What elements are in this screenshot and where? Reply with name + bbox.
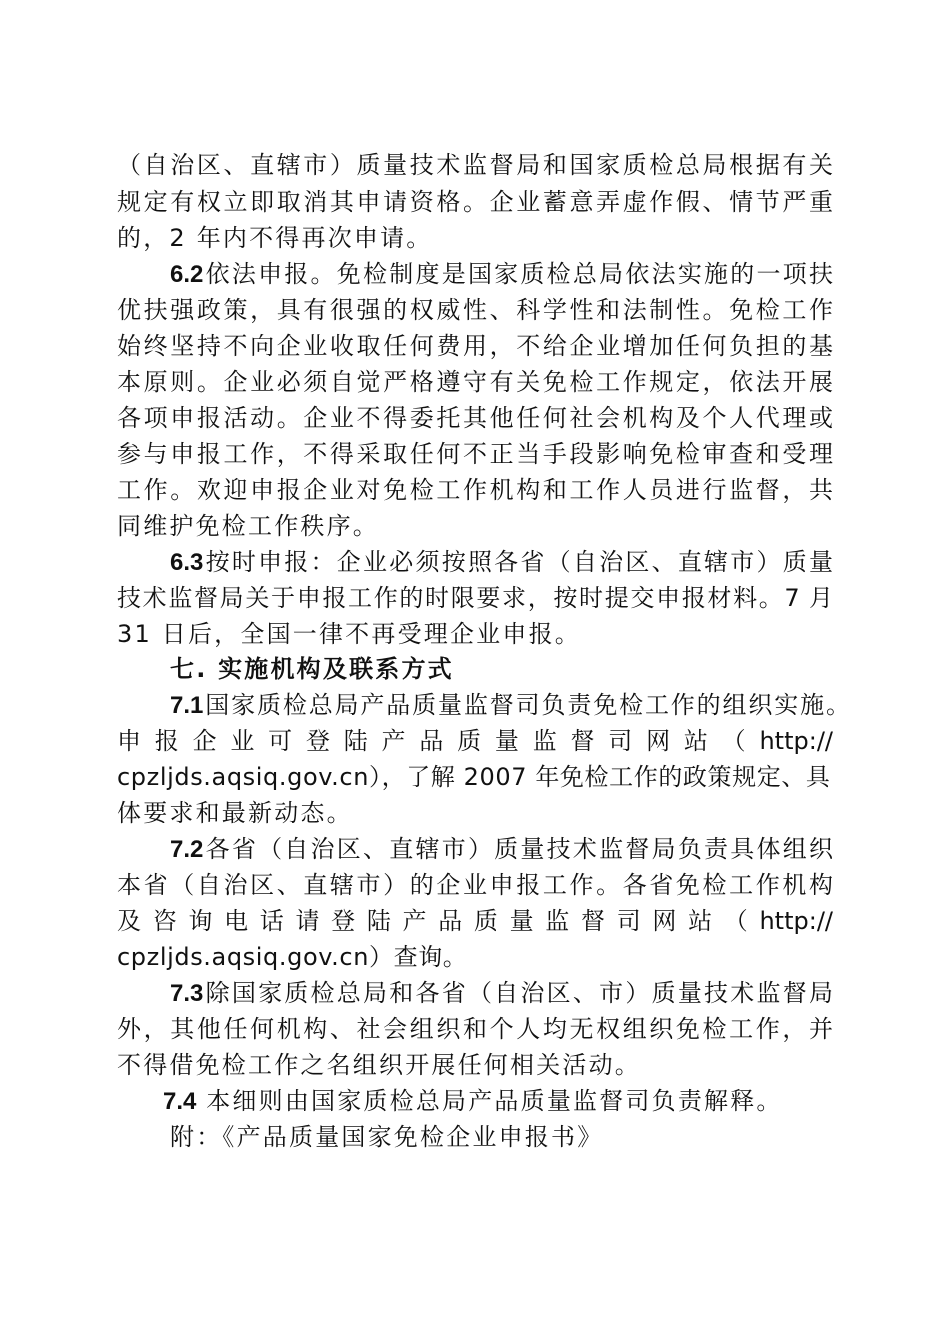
body-text-line: 外，其他任何机构、社会组织和个人均无权组织免检工作，并 <box>117 1015 833 1043</box>
body-text-line: （自治区、直辖市）质量技术监督局和国家质检总局根据有关 <box>117 151 833 179</box>
body-text-line: 技术监督局关于申报工作的时限要求，按时提交申报材料。7 月 <box>117 584 833 612</box>
clause-text: 国家质检总局产品质量监督司负责免检工作的组织实施。 <box>203 691 850 719</box>
clause-text: 除国家质检总局和各省（自治区、市）质量技术监督局 <box>203 979 833 1007</box>
clause-text: 各省（自治区、直辖市）质量技术监督局负责具体组织 <box>203 835 833 863</box>
clause-text: 本细则由国家质检总局产品质量监督司负责解释。 <box>206 1087 783 1115</box>
body-text-line: 工作。欢迎申报企业对免检工作机构和工作人员进行监督，共 <box>117 476 833 504</box>
clause-number: 7.3 <box>170 980 204 1007</box>
paragraph-6-3-first-line <box>170 545 833 579</box>
clause-number: 6.2 <box>170 261 204 288</box>
clause-number: 7.1 <box>170 692 204 719</box>
paragraph-7-3-first-line <box>170 976 833 1010</box>
body-text-line: 同维护免检工作秩序。 <box>117 512 379 540</box>
body-text-line: 31 日后，全国一律不再受理企业申报。 <box>117 620 581 648</box>
body-text-line: 及咨询电话请登陆产品质量监督司网站（http:// <box>117 907 833 935</box>
clause-number: 7.4 <box>163 1088 197 1115</box>
section-heading: 七. 实施机构及联系方式 <box>170 655 454 683</box>
body-text-line: 规定有权立即取消其申请资格。企业蓄意弄虚作假、情节严重 <box>117 188 833 216</box>
body-text-line: cpzljds.aqsiq.gov.cn）查询。 <box>117 943 468 971</box>
clause-number: 6.3 <box>170 549 204 576</box>
paragraph-6-2-first-line <box>170 257 833 291</box>
body-text-line: 优扶强政策，具有很强的权威性、科学性和法制性。免检工作 <box>117 296 833 324</box>
body-text-line: 不得借免检工作之名组织开展任何相关活动。 <box>117 1051 641 1079</box>
body-text-line: 始终坚持不向企业收取任何费用，不给企业增加任何负担的基 <box>117 332 833 360</box>
body-text-line: 体要求和最新动态。 <box>117 799 353 827</box>
attachment-note: 附：《产品质量国家免检企业申报书》 <box>170 1123 604 1151</box>
body-text-line: 各项申报活动。企业不得委托其他任何社会机构及个人代理或 <box>117 404 833 432</box>
body-text-line: 参与申报工作，不得采取任何不正当手段影响免检审查和受理 <box>117 440 833 468</box>
paragraph-7-1-first-line <box>170 688 850 722</box>
clause-text: 按时申报：企业必须按照各省（自治区、直辖市）质量 <box>203 548 833 576</box>
body-text-line: 申报企业可登陆产品质量监督司网站（http:// <box>117 727 833 755</box>
paragraph-7-2-first-line <box>170 832 833 866</box>
body-text-line: 本原则。企业必须自觉严格遵守有关免检工作规定，依法开展 <box>117 368 833 396</box>
body-text-line: 本省（自治区、直辖市）的企业申报工作。各省免检工作机构 <box>117 871 833 899</box>
body-text-line: 的，2 年内不得再次申请。 <box>117 224 433 252</box>
body-text-line: cpzljds.aqsiq.gov.cn），了解 2007 年免检工作的政策规定、具 <box>117 763 831 791</box>
clause-text: 依法申报。免检制度是国家质检总局依法实施的一项扶 <box>203 260 833 288</box>
paragraph-7-4 <box>163 1084 843 1118</box>
clause-number: 7.2 <box>170 836 204 863</box>
